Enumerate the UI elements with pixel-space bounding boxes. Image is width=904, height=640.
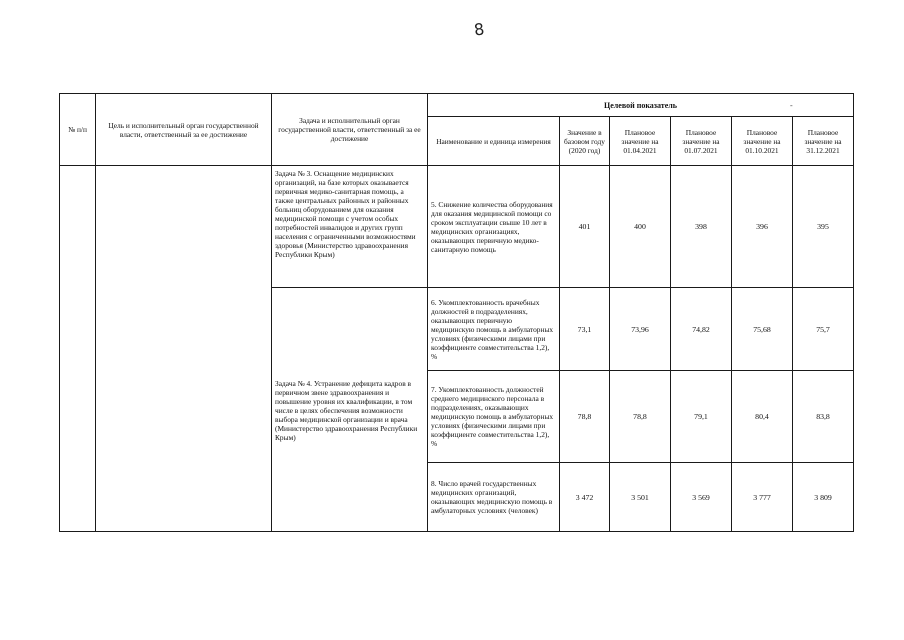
- q3-value: 80,4: [732, 371, 793, 463]
- header-num: № п/п: [60, 94, 96, 166]
- indicator-name: 7. Укомплектованность должностей среднего медицинского персонала в подразделениях, оказывающих медицинскую помощь в амбулаторных условиях (физическими лицами при коэффициенте совместительства 1,2), %: [428, 371, 560, 463]
- q1-value: 78,8: [610, 371, 671, 463]
- q3-value: 396: [732, 166, 793, 288]
- cell-num: [60, 166, 96, 532]
- q1-value: 73,96: [610, 288, 671, 371]
- q2-value: 3 569: [671, 463, 732, 532]
- base-value: 78,8: [560, 371, 610, 463]
- q3-value: 75,68: [732, 288, 793, 371]
- base-value: 73,1: [560, 288, 610, 371]
- q4-value: 75,7: [793, 288, 854, 371]
- indicators-table: [59, 93, 854, 532]
- q4-value: 3 809: [793, 463, 854, 532]
- header-base-value: Значение в базовом году (2020 год): [560, 117, 610, 166]
- q2-value: 398: [671, 166, 732, 288]
- header-q4: Плановое значение на 31.12.2021: [793, 117, 854, 166]
- header-goal: Цель и исполнительный орган государственной власти, ответственный за ее достижение: [96, 94, 272, 166]
- indicator-name: 6. Укомплектованность врачебных должностей в подразделениях, оказывающих первичную медицинскую помощь в амбулаторных условиях (физическими лицами при коэффициенте совместительства 1,2), %: [428, 288, 560, 371]
- q4-value: 395: [793, 166, 854, 288]
- header-indicator-name: Наименование и единица измерения: [428, 117, 560, 166]
- q2-value: 74,82: [671, 288, 732, 371]
- q1-value: 400: [610, 166, 671, 288]
- indicator-name: 5. Снижение количества оборудования для оказания медицинской помощи со сроком эксплуатации свыше 10 лет в медицинских организациях, оказывающих первичную медико-санитарную помощь: [428, 166, 560, 288]
- indicator-name: 8. Число врачей государственных медицинских организаций, оказывающих медицинскую помощь в амбулаторных условиях (человек): [428, 463, 560, 532]
- q1-value: 3 501: [610, 463, 671, 532]
- task-cell: Задача № 3. Оснащение медицинских организаций, на базе которых оказывается первичная медико-санитарная помощь, а также центральных районных и районных больниц оборудованием для оказания медицинской помощи с учетом особых потребностей инвалидов и других групп населения с ограниченными возможностями здоровья (Министерство здравоохранения Республики Крым): [272, 166, 428, 288]
- header-q2: Плановое значение на 01.07.2021: [671, 117, 732, 166]
- q4-value: 83,8: [793, 371, 854, 463]
- header-q3: Плановое значение на 01.10.2021: [732, 117, 793, 166]
- page-number: 8: [472, 19, 486, 40]
- table-row: [60, 166, 854, 288]
- scan-mark: -: [790, 101, 793, 110]
- task-cell: Задача № 4. Устранение дефицита кадров в первичном звене здравоохранения и повышение уровня их квалификации, в том числе в целях обеспечения возможности выбора медицинской организации и врача (Министерство здравоохранения Республики Крым): [272, 288, 428, 532]
- q2-value: 79,1: [671, 371, 732, 463]
- base-value: 401: [560, 166, 610, 288]
- base-value: 3 472: [560, 463, 610, 532]
- header-target-indicator: Целевой показатель: [428, 94, 854, 117]
- header-task: Задача и исполнительный орган государственной власти, ответственный за ее достижение: [272, 94, 428, 166]
- header-q1: Плановое значение на 01.04.2021: [610, 117, 671, 166]
- q3-value: 3 777: [732, 463, 793, 532]
- cell-goal: [96, 166, 272, 532]
